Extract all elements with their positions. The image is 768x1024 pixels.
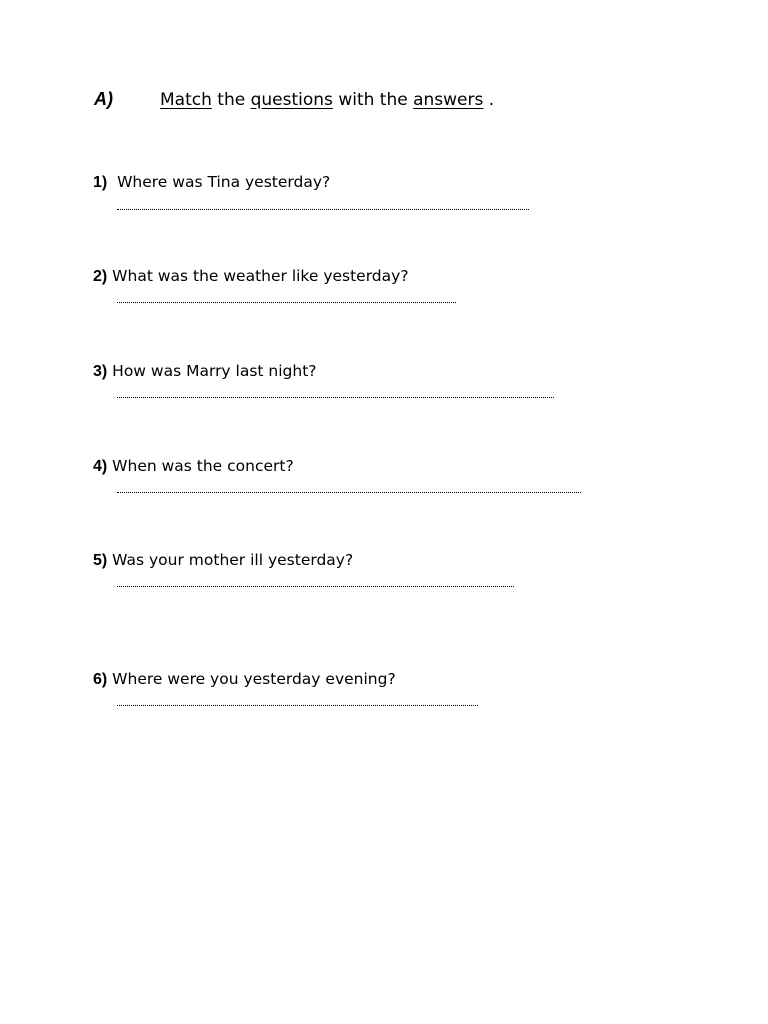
- question-number: 5): [93, 552, 108, 569]
- question-text: Was your mother ill yesterday?: [112, 551, 354, 569]
- question-2: [93, 266, 409, 287]
- heading-word-with-the: with the: [338, 90, 408, 110]
- heading-word-questions: questions: [250, 90, 333, 110]
- question-text: When was the concert?: [112, 457, 294, 475]
- heading-word-the: the: [217, 90, 246, 110]
- answer-line-6[interactable]: [117, 705, 478, 706]
- question-5: [93, 550, 353, 571]
- question-text: What was the weather like yesterday?: [112, 267, 409, 285]
- question-number: 4): [93, 458, 108, 475]
- answer-line-1[interactable]: [117, 209, 529, 210]
- question-number: 1): [93, 174, 108, 191]
- question-1: [93, 172, 330, 193]
- exercise-letter: A): [94, 89, 113, 109]
- question-6: [93, 669, 396, 690]
- question-number: 6): [93, 671, 108, 688]
- question-4: [93, 456, 294, 477]
- question-number: 3): [93, 363, 108, 380]
- question-3: [93, 361, 317, 382]
- question-text: Where was Tina yesterday?: [117, 173, 331, 191]
- answer-line-5[interactable]: [117, 586, 514, 587]
- heading-word-match: Match: [160, 90, 212, 110]
- heading-end-punct: .: [488, 90, 495, 110]
- answer-line-2[interactable]: [117, 302, 456, 303]
- question-text: How was Marry last night?: [112, 362, 317, 380]
- heading-word-answers: answers: [413, 90, 484, 110]
- answer-line-3[interactable]: [117, 397, 554, 398]
- question-number: 2): [93, 268, 108, 285]
- question-text: Where were you yesterday evening?: [112, 670, 396, 688]
- exercise-heading: [94, 89, 494, 110]
- answer-line-4[interactable]: [117, 492, 581, 493]
